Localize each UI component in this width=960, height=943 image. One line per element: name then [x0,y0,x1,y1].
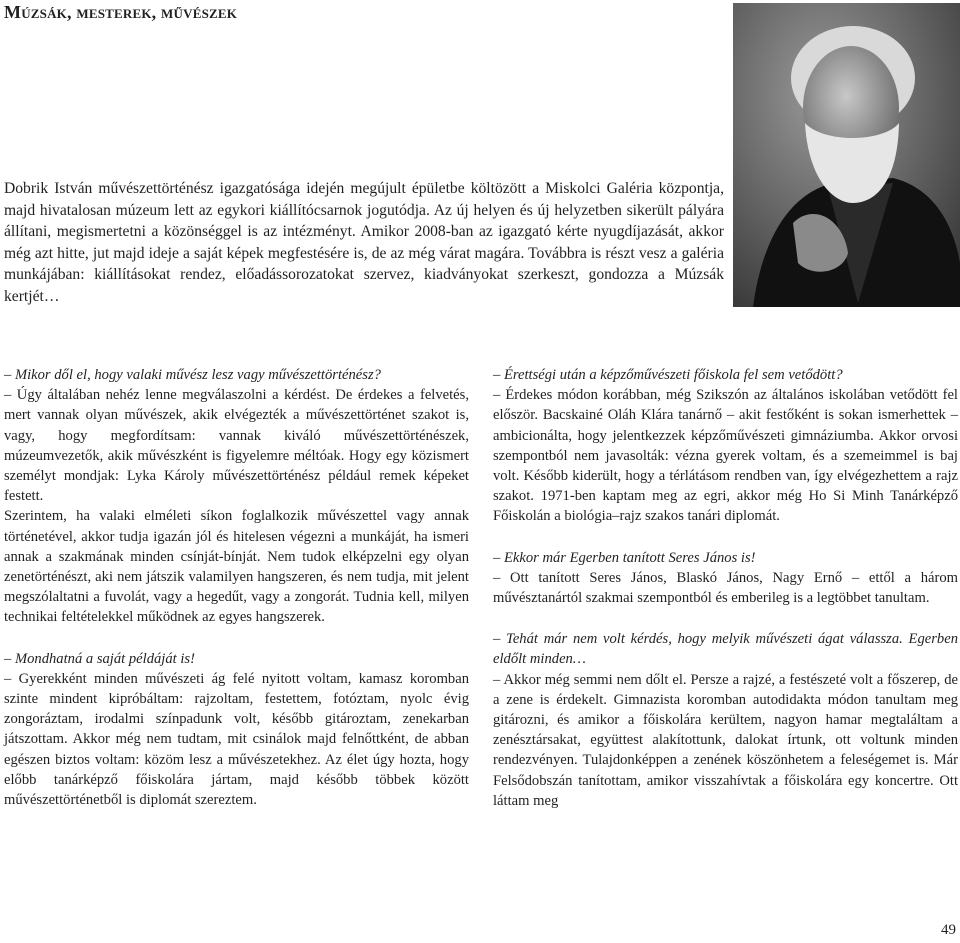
answer-1: – Úgy általában nehéz lenne megválaszolni a kérdést. De érdekes a felvetés, mert vannak olyan művészek, akik elvégezték a művészettörténet szakot is, vagy, hogy megfordítsam: vannak kiváló művészettörténészek, múzeumvezetők, akik művészként is figyelemre méltóak. Hogy egy közismert személyt mondjak: Lyka Károly művészettörténész például remek képeket festett. [4,387,469,505]
question-1: – Mikor dől el, hogy valaki művész lesz vagy művészettörténész? [4,367,381,383]
right-column [493,365,958,811]
question-4: – Ekkor már Egerben tanított Seres János is! [493,549,756,566]
intro-paragraph: Dobrik István művészettörténész igazgatósága idején megújult épületbe költözött a Miskolci Galéria központja, majd hivatalosan múzeum lett az egykori kiállítócsarnok jogutódja. Az új helyen és új helyzetben sikerült pályára állítani, megismertetni a közönséggel is az intézményt. Amikor 2008-ban az igazgató kérte nyugdíjazását, akkor még azt hitte, jut majd ideje a saját képek megfestésére is, de az még várat magára. Továbbra is részt vesz a galéria munkájában: kiállításokat rendez, előadássorozatokat szervez, kiadványokat szerkeszt, gondozza a Múzsák kertjét… [4,180,724,305]
answer-3: – Érdekes módon korábban, még Szikszón az általános iskolában vetődött fel először. Bacskainé Oláh Klára tanárnő – akit festőként is sokan ismerhettek – ambicionálta, hogy jelentkezzek képzőművészeti gimnáziumba. Akkor orvosi szempontból nem javasolták: vézna gyerek voltam, és a szemeimmel is baj volt. Később kiderült, hogy a térlátásom rendben van, így elvégezhettem a rajz szakot. 1971-ben kaptam meg az egri, akkor még Ho Si Minh Tanárképző Főiskolán a biológia–rajz szakos tanári diplomát. [493,387,958,525]
question-2: – Mondhatná a saját példáját is! [4,650,195,667]
page-number: 49 [941,922,956,938]
answer-2: – Gyerekként minden művészeti ág felé nyitott voltam, kamasz koromban szinte mindent kipróbáltam: rajzoltam, festettem, fotóztam, nyolc évig zongoráztam, irodalmi színpadunk volt, később gitároztam, zenekarban játszottam. Akkor még nem tudtam, mit csinálok majd felnőttként, de abban egészen biztos voltam: közöm lesz a művészetekhez. Az élet úgy hozta, hogy előbb tanárképző főiskolára jártam, majd később többek között művészettörténetből is diplomát szereztem. [4,670,469,809]
answer-5: – Akkor még semmi nem dőlt el. Persze a rajzé, a festészeté volt a főszerep, de a zene is érdekelt. Gimnazista koromban autodidakta módon tanultam meg gitározni, és amikor a főiskolára kerültem, nagyon hamar megtaláltam a zenésztársakat, együttest alakítottunk, dalokat írtunk, ott voltunk minden rendezvényen. Tulajdonképpen a zenének köszönhetem a feleségemet is. Már Felsődobszán tanítottam, amikor visszahívtak a főiskolára egy koncertre. Ott láttam meg [493,671,958,809]
question-5: – Tehát már nem volt kérdés, hogy melyik művészeti ágat válassza. Egerben eldőlt minden… [493,631,958,668]
left-column [4,365,469,810]
portrait-photo [733,3,960,307]
question-3: – Érettségi után a képzőművészeti főiskola fel sem vetődött? [493,367,843,383]
answer-1-continued: Szerintem, ha valaki elméleti síkon foglalkozik művészettel vagy annak történetével, akkor tudja igazán jól és hitelesen végezni a munkáját, ha ismeri annak a szakmának minden csínját-bínját. Nem tudok elképzelni egy olyan zenetörténészt, aki nem játszik valamilyen hangszeren, és nem tudja, mit jelent megszólaltatni a fuvolát, vagy a hegedűt, vagy a zongorát. Tudnia kell, milyen technikai feltételekkel működnek az egyes hangszerek. [4,508,469,626]
answer-4: – Ott tanított Seres János, Blaskó János, Nagy Ernő – ettől a három művésztanártól szakmai szempontból és emberileg is a legtöbbet tanultam. [493,569,958,607]
page-header-title: Múzsák, mesterek, művészek [4,2,238,22]
